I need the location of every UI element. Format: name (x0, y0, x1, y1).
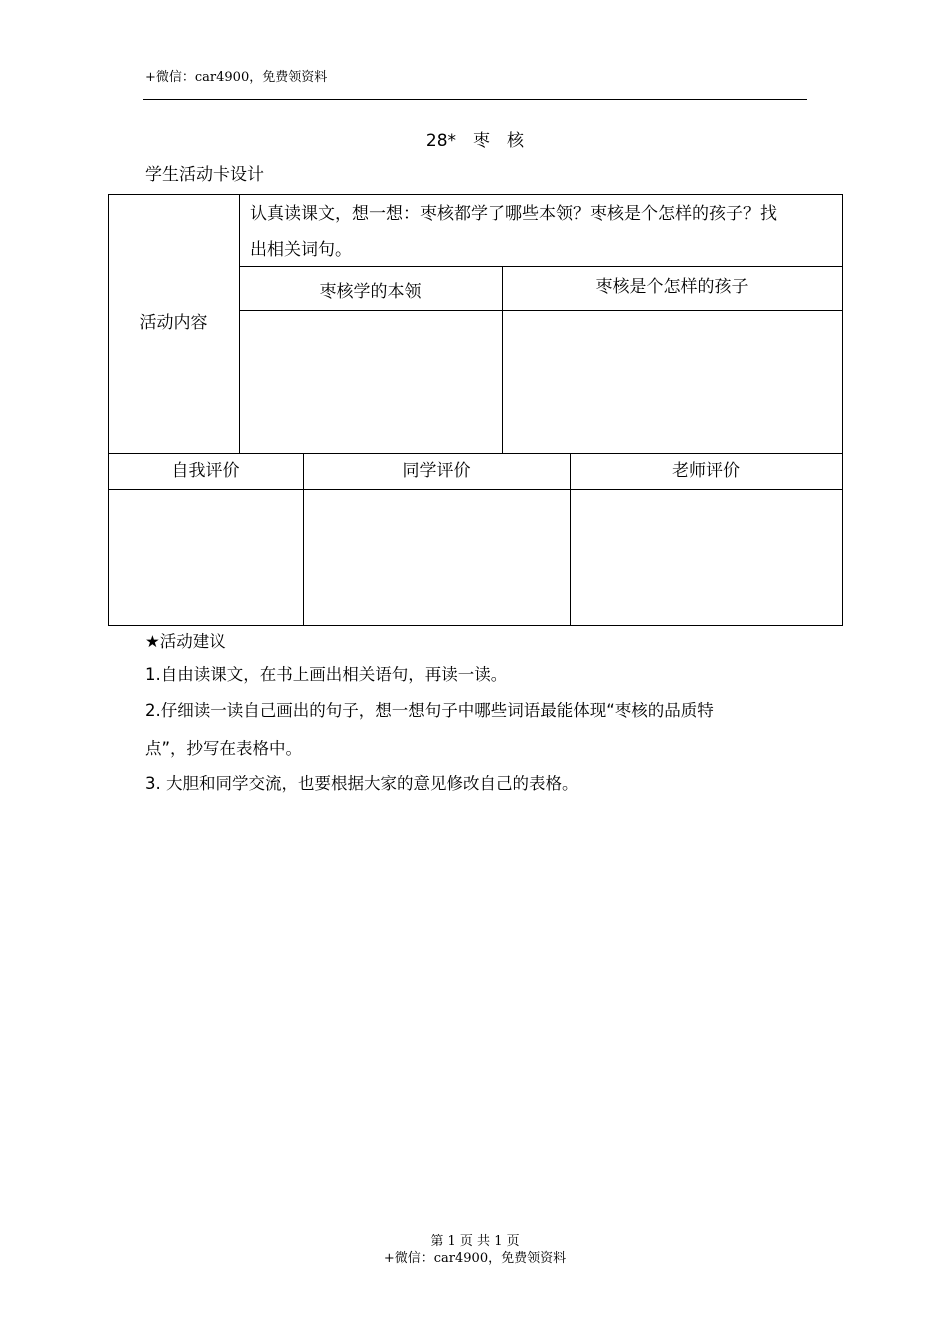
footer-note: +微信：car4900，免费领资料 (383, 1251, 567, 1266)
peer-evaluation-header: 同学评价 (402, 461, 471, 481)
table-line-eval-header-bottom (108, 489, 843, 490)
suggestion-item-3: 3. 大胆和同学交流，也要根据大家的意见修改自己的表格。 (145, 774, 579, 793)
table-border-bottom (108, 625, 843, 626)
header-note: +微信：car4900，免费领资料 (145, 70, 328, 85)
instruction-line-1: 认真读课文，想一想：枣核都学了哪些本领？枣核是个怎样的孩子？找 (250, 204, 777, 224)
activity-instruction (250, 196, 777, 268)
table-line-header-bottom (239, 310, 843, 311)
table-border-left (108, 194, 109, 626)
section-subtitle: 学生活动卡设计 (145, 165, 264, 185)
teacher-evaluation-header: 老师评价 (672, 461, 740, 481)
table-line-content-bottom (108, 453, 843, 454)
suggestions-heading: ★活动建议 (145, 632, 226, 651)
page-number: 第 1 页 共 1 页 (430, 1234, 520, 1249)
column-header-character: 枣核是个怎样的孩子 (595, 277, 749, 297)
header-divider (143, 99, 807, 100)
self-evaluation-header: 自我评价 (171, 461, 240, 481)
instruction-line-2: 出相关词句。 (250, 240, 352, 260)
page-title: 28* 枣 核 (425, 131, 525, 151)
suggestion-item-2-cont: 点”，抄写在表格中。 (145, 739, 303, 758)
table-border-right (842, 194, 843, 626)
column-header-skills: 枣核学的本领 (319, 282, 422, 302)
suggestion-item-2: 2.仔细读一读自己画出的句子，想一想句子中哪些词语最能体现“枣核的品质特 (145, 701, 714, 720)
table-line-label-divider (239, 194, 240, 454)
table-border-top (108, 194, 843, 195)
suggestion-item-1: 1.自由读课文，在书上画出相关语句，再读一读。 (145, 665, 508, 684)
activity-content-label: 活动内容 (139, 313, 208, 333)
